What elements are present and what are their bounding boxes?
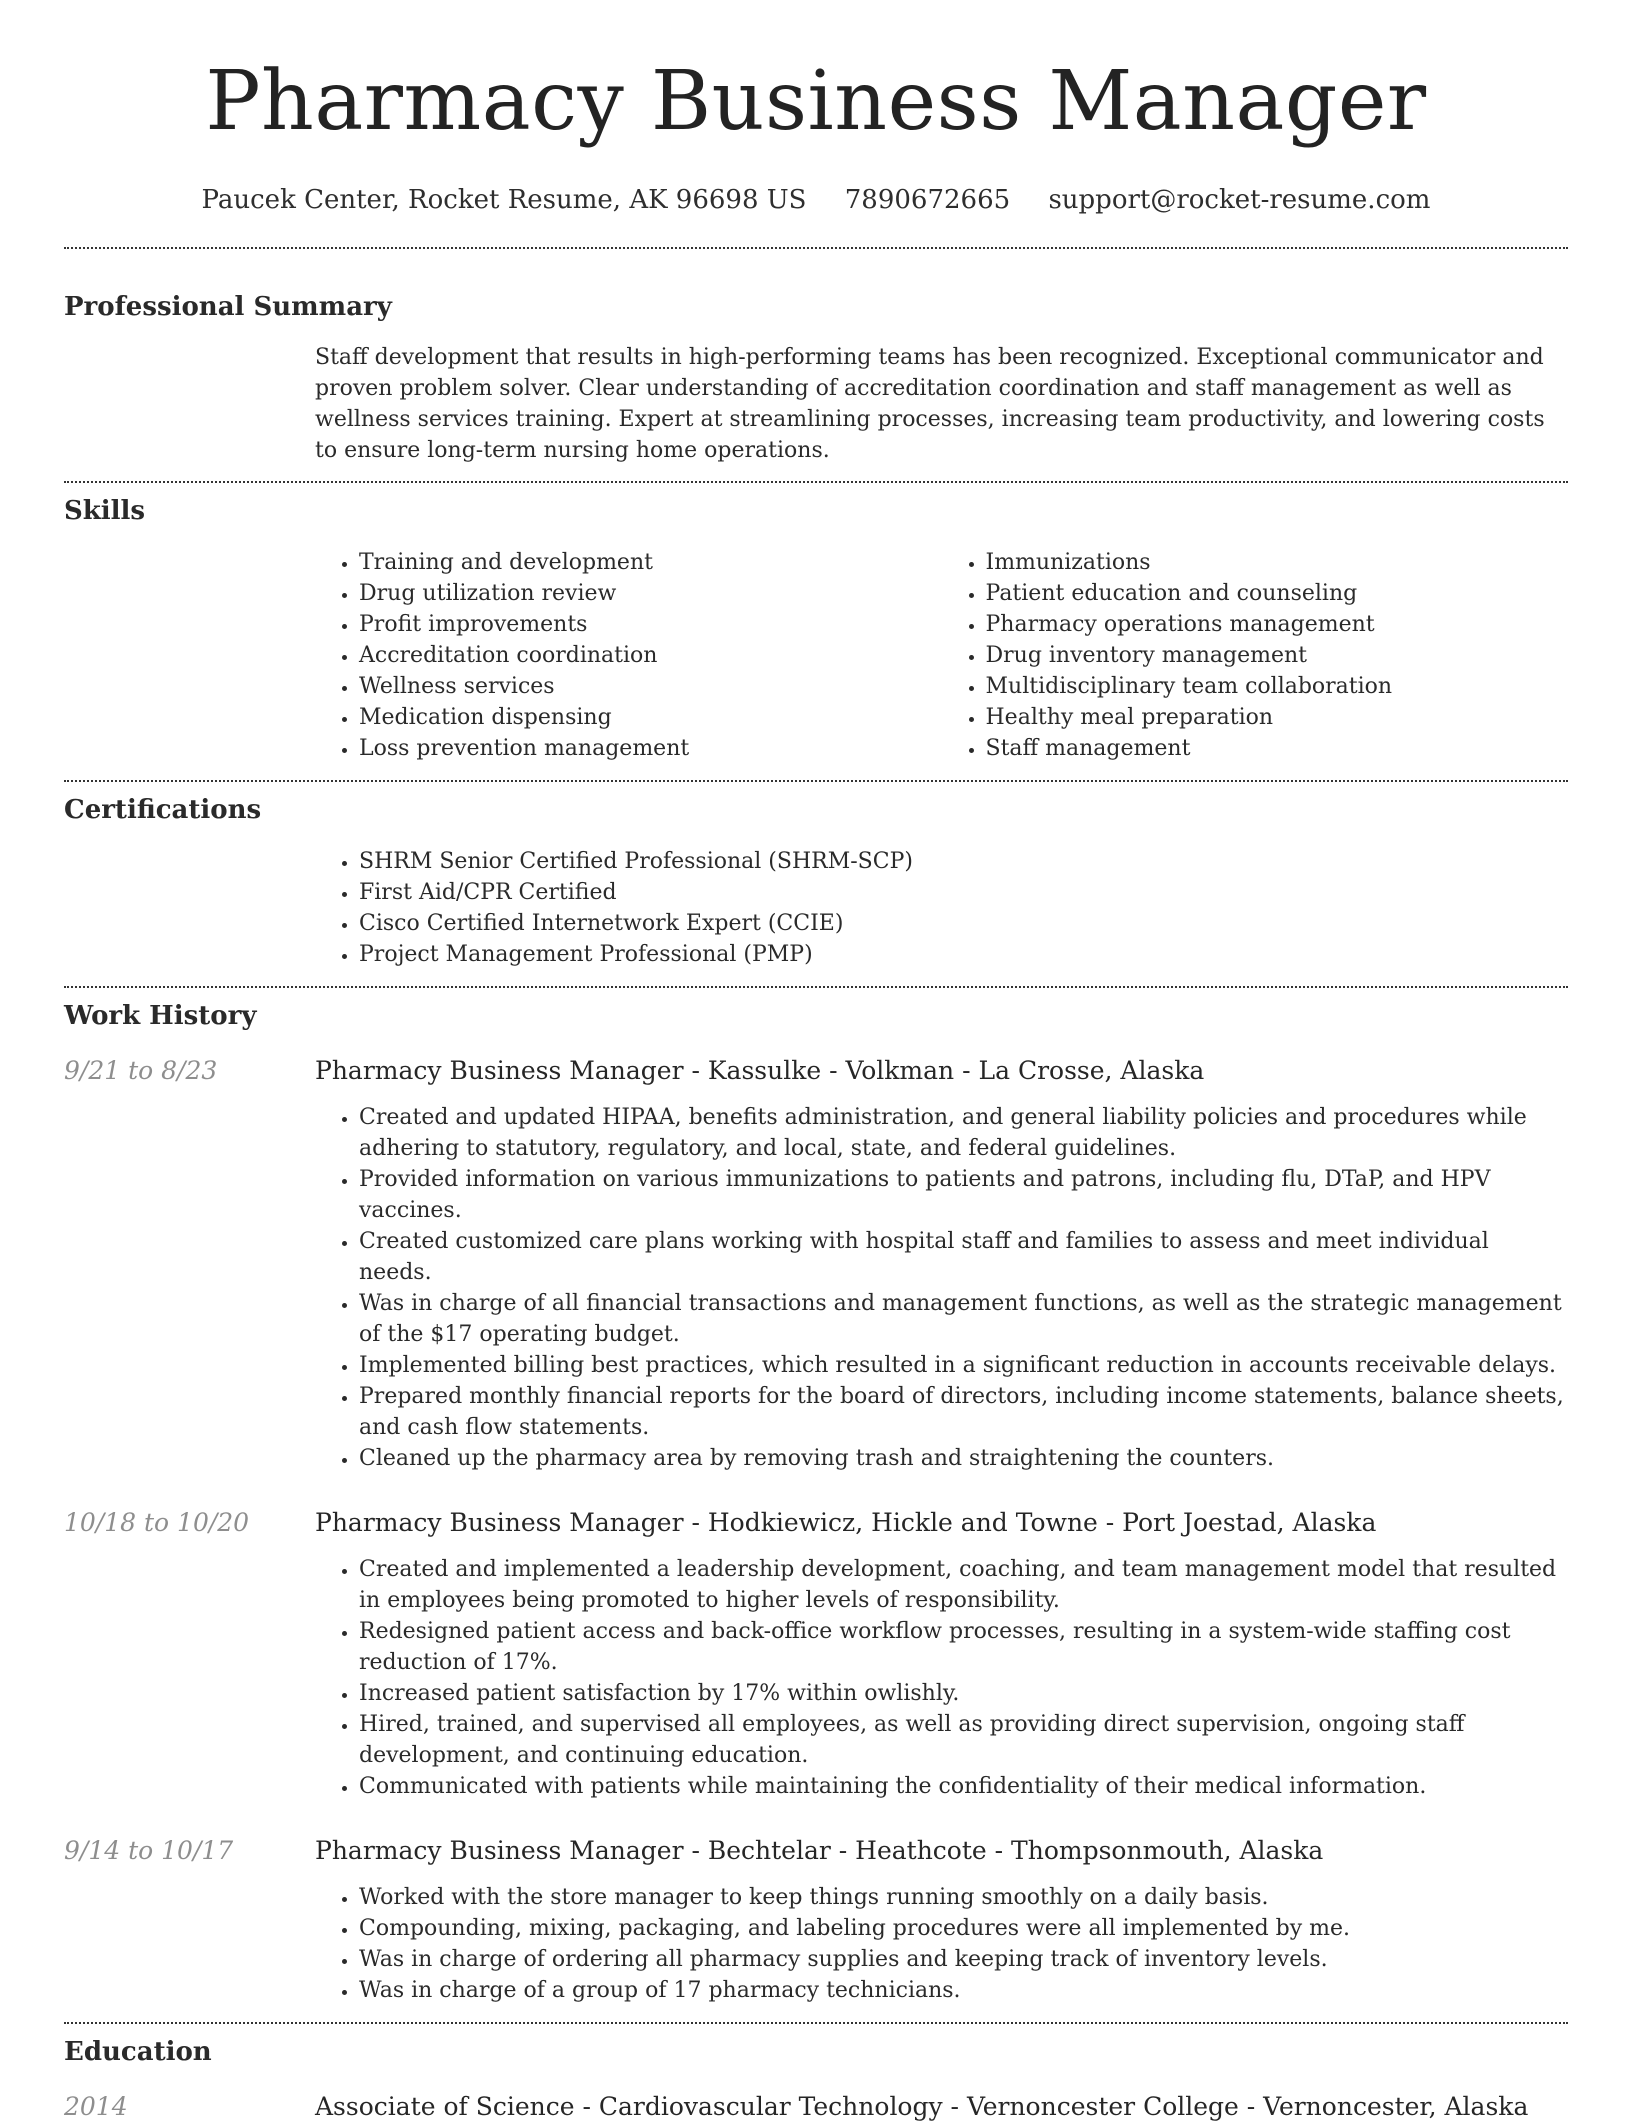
skill-item: • Multidisciplinary team collaboration	[986, 671, 1569, 702]
job-header	[64, 1834, 1568, 1868]
section-divider	[64, 780, 1568, 782]
job-bullet: • Cleaned up the pharmacy area by removing trash and straightening the counters.	[359, 1443, 1568, 1474]
skill-item: • Staff management	[986, 733, 1569, 764]
job-header	[64, 1506, 1568, 1540]
job-bullet: • Created and updated HIPAA, benefits administration, and general liability policies and procedures while adhering to statutory, regulatory, and local, state, and federal guidelines.	[359, 1102, 1568, 1164]
job-bullet: • Created customized care plans working with hospital staff and families to assess and meet individual needs.	[359, 1226, 1568, 1288]
job-bullet: • Implemented billing best practices, which resulted in a significant reduction in accounts receivable delays.	[359, 1350, 1568, 1381]
section-divider	[64, 481, 1568, 483]
summary-heading: Professional Summary	[64, 292, 392, 322]
skill-item: • Accreditation coordination	[359, 640, 942, 671]
job-bullets	[315, 1882, 1568, 2006]
job-bullet: • Worked with the store manager to keep things running smoothly on a daily basis.	[359, 1882, 1568, 1913]
section-divider	[64, 247, 1568, 249]
resume-name: Pharmacy Business Manager	[205, 54, 1427, 149]
skill-item: • Drug inventory management	[986, 640, 1569, 671]
section-divider	[64, 986, 1568, 988]
contact-line	[64, 182, 1568, 218]
education-year: 2014	[64, 2092, 128, 2121]
job-entry	[64, 1506, 1568, 1802]
skills-column-left	[315, 547, 942, 764]
job-dates: 10/18 to 10/20	[64, 1508, 250, 1537]
skill-item: • Immunizations	[986, 547, 1569, 578]
skill-item: • Training and development	[359, 547, 942, 578]
job-bullet: • Was in charge of a group of 17 pharmacy technicians.	[359, 1975, 1568, 2006]
job-bullets	[315, 1554, 1568, 1802]
skill-item: • Healthy meal preparation	[986, 702, 1569, 733]
job-title: Pharmacy Business Manager - Hodkiewicz, Hickle and Towne - Port Joestad, Alaska	[315, 1508, 1377, 1537]
skill-item: • Loss prevention management	[359, 733, 942, 764]
job-bullet: • Compounding, mixing, packaging, and labeling procedures were all implemented by me.	[359, 1913, 1568, 1944]
job-bullet: • Communicated with patients while maintaining the confidentiality of their medical information.	[359, 1771, 1568, 1802]
job-entry	[64, 1834, 1568, 2006]
job-bullet: • Provided information on various immunizations to patients and patrons, including flu, DTaP, and HPV vaccines.	[359, 1164, 1568, 1226]
job-bullets	[315, 1102, 1568, 1474]
job-dates: 9/14 to 10/17	[64, 1836, 234, 1865]
skill-item: • Medication dispensing	[359, 702, 942, 733]
contact-address: Paucek Center, Rocket Resume, AK 96698 US	[201, 185, 807, 215]
certifications-list	[315, 846, 1568, 970]
job-bullet: • Increased patient satisfaction by 17% within owlishly.	[359, 1678, 1568, 1709]
job-dates: 9/21 to 8/23	[64, 1056, 218, 1085]
skill-item: • Wellness services	[359, 671, 942, 702]
certifications-heading: Certifications	[64, 795, 262, 825]
skill-item: • Drug utilization review	[359, 578, 942, 609]
job-bullet: • Prepared monthly financial reports for the board of directors, including income statements, balance sheets, and cash flow statements.	[359, 1381, 1568, 1443]
certification-item: • First Aid/CPR Certified	[359, 877, 1568, 908]
education-header	[64, 2090, 1568, 2124]
certification-item: • Project Management Professional (PMP)	[359, 939, 1568, 970]
section-divider	[64, 2022, 1568, 2024]
job-title: Pharmacy Business Manager - Bechtelar - Heathcote - Thompsonmouth, Alaska	[315, 1836, 1324, 1865]
certification-item: • SHRM Senior Certified Professional (SHRM-SCP)	[359, 846, 1568, 877]
skills-list	[315, 547, 1568, 764]
job-bullet: • Hired, trained, and supervised all employees, as well as providing direct supervision, ongoing staff development, and continuing education.	[359, 1709, 1568, 1771]
job-title: Pharmacy Business Manager - Kassulke - Volkman - La Crosse, Alaska	[315, 1056, 1205, 1085]
job-header	[64, 1054, 1568, 1088]
skills-heading: Skills	[64, 496, 146, 526]
job-bullet: • Created and implemented a leadership development, coaching, and team management model that resulted in employees being promoted to higher levels of responsibility.	[359, 1554, 1568, 1616]
certification-item: • Cisco Certified Internetwork Expert (CCIE)	[359, 908, 1568, 939]
job-bullet: • Redesigned patient access and back-office workflow processes, resulting in a system-wide staffing cost reduction of 17%.	[359, 1616, 1568, 1678]
job-entry	[64, 1054, 1568, 1474]
skill-item: • Pharmacy operations management	[986, 609, 1569, 640]
skills-column-right	[942, 547, 1569, 764]
skill-item: • Patient education and counseling	[986, 578, 1569, 609]
education-heading: Education	[64, 2037, 212, 2067]
education-entry	[64, 2090, 1568, 2124]
education-title: Associate of Science - Cardiovascular Technology - Vernoncester College - Vernoncester, Alaska	[315, 2092, 1529, 2121]
resume-page	[64, 0, 1568, 2124]
contact-email: support@rocket-resume.com	[1048, 185, 1431, 215]
job-bullet: • Was in charge of all financial transactions and management functions, as well as the strategic management of the $17 operating budget.	[359, 1288, 1568, 1350]
summary-text: Staff development that results in high-performing teams has been recognized. Exceptional communicator and proven problem solver. Clear understanding of accreditation coordination and staff management as well as wellness services training. Expert at streamlining processes, increasing team productivity, and lowering costs to ensure long-term nursing home operations.	[315, 345, 1545, 463]
contact-phone: 7890672665	[844, 185, 1011, 215]
job-bullet: • Was in charge of ordering all pharmacy supplies and keeping track of inventory levels.	[359, 1944, 1568, 1975]
skill-item: • Profit improvements	[359, 609, 942, 640]
work-history-heading: Work History	[64, 1001, 257, 1031]
